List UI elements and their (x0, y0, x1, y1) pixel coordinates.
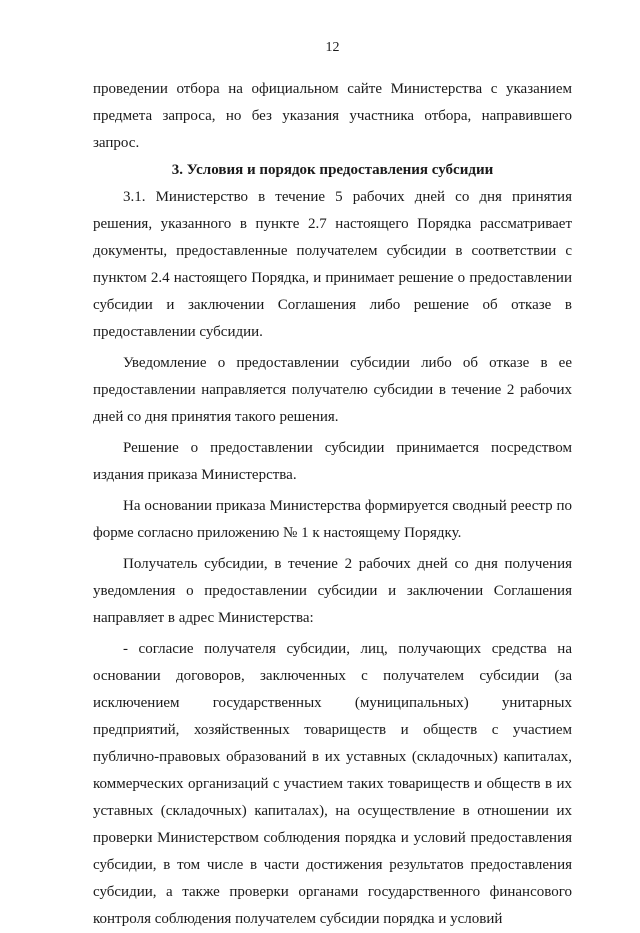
paragraph-consent-item: - согласие получателя субсидии, лиц, получающих средства на основании договоров, заключенных с получателем субсидии (за исключением государственных (муниципальных) унитарных предприятий, хозяйственных товариществ и обществ с участием публично-правовых образований в их уставных (складочных) капиталах, коммерческих организаций с участием таких товариществ и обществ в их уставных (складочных) капиталах), на осуществление в отношении их проверки Министерством соблюдения порядка и условий предоставления субсидии, в том числе в части достижения результатов предоставления субсидии, а также проверки органами государственного финансового контроля соблюдения получателем субсидии порядка и условий (93, 641, 572, 927)
paragraph-recipient: Получатель субсидии, в течение 2 рабочих дней со дня получения уведомления о предоставлении субсидии и заключении Соглашения направляет в адрес Министерства: (93, 556, 572, 626)
paragraph-notification: Уведомление о предоставлении субсидии либо об отказе в ее предоставлении направляется получателю субсидии в течение 2 рабочих дней со дня принятия такого решения. (93, 355, 572, 425)
paragraph-continuation: проведении отбора на официальном сайте Министерства с указанием предмета запроса, но без указания участника отбора, направившего запрос. (93, 81, 572, 151)
paragraph-registry: На основании приказа Министерства формируется сводный реестр по форме согласно приложению № 1 к настоящему Порядку. (93, 498, 572, 541)
paragraph-decision: Решение о предоставлении субсидии принимается посредством издания приказа Министерства. (93, 440, 572, 483)
section-heading: 3. Условия и порядок предоставления субсидии (171, 162, 494, 178)
paragraph-3-1: 3.1. Министерство в течение 5 рабочих дней со дня принятия решения, указанного в пункте 2.7 настоящего Порядка рассматривает документы, предоставленные получателем субсидии в соответствии с пунктом 2.4 настоящего Порядка, и принимает решение о предоставлении субсидии и заключении Соглашения либо решение об отказе в предоставлении субсидии. (93, 189, 572, 340)
page-number: 12 (325, 40, 340, 55)
